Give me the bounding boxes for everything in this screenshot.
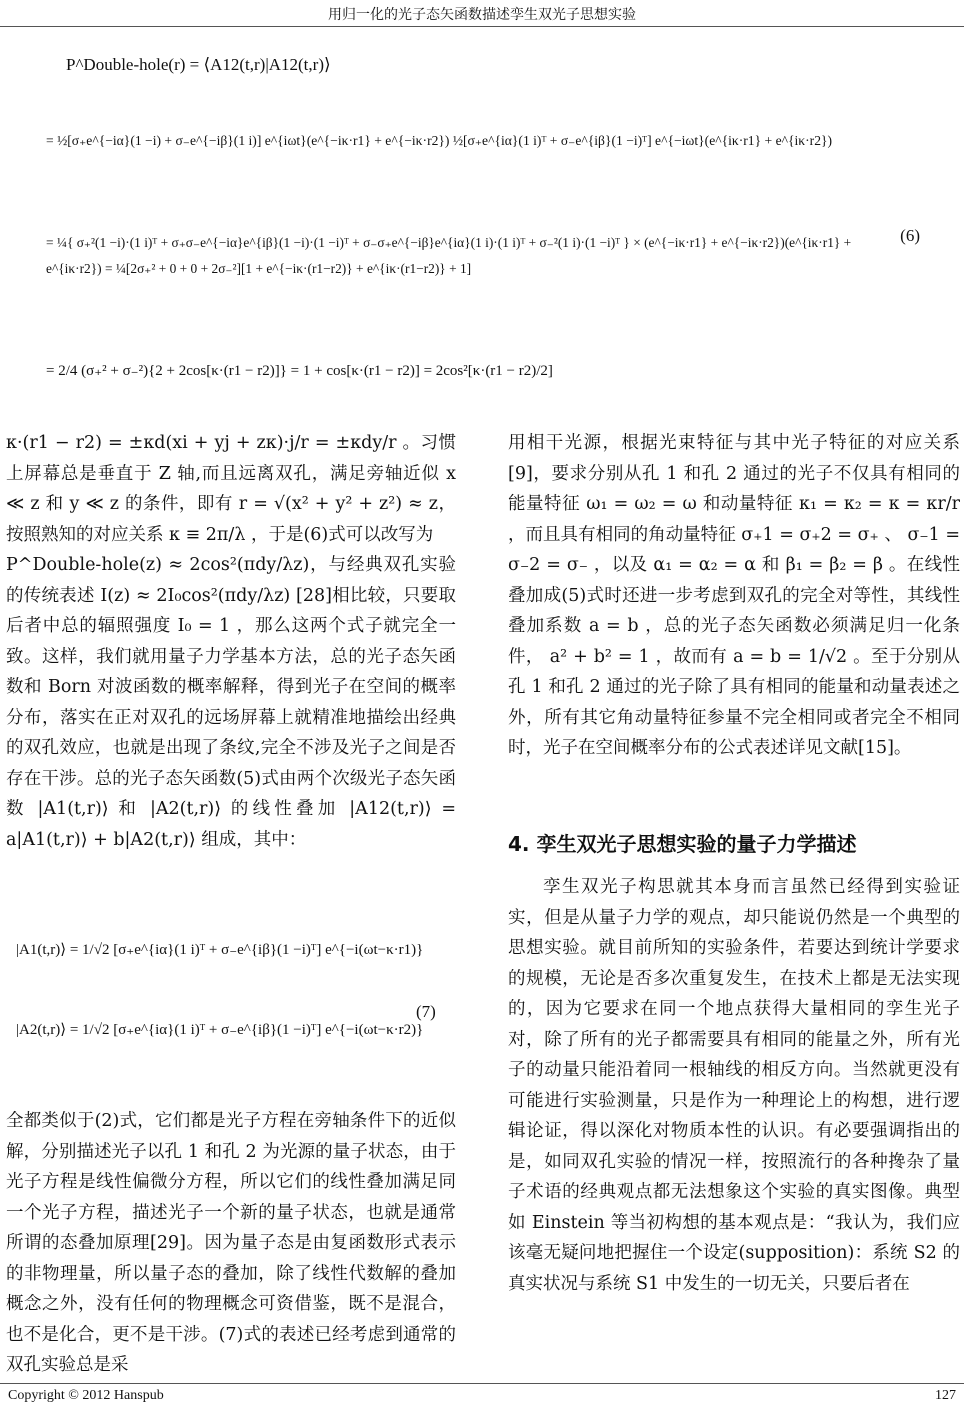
header-rule	[0, 26, 964, 27]
right-paragraph-2: 孪生双光子构思就其本身而言虽然已经得到实验证实，但是从量子力学的观点，却只能说仍然是一个典型的思想实验。就目前所知的实验条件，若要达到统计学要求的规模，无论是否多次重复发生，在技术上都是无法实现的，因为它要求在同一个地点获得大量相同的孪生光子对，除了所有的光子都需要具有相同的能量之外，所有光子的动量只能沿着同一根轴线的相反方向。当然就更没有可能进行实验测量，只是作为一种理论上的构想，进行逻辑论证，得以深化对物质本性的认识。有必要强调指出的是，如同双孔实验的情况一样，按照流行的各种搀杂了量子术语的经典观点都无法想象这个实验的真实图像。典型如 Einstein 等当初构想的基本观点是：“我认为，我们应该毫无疑问地把握住一个设定(supposition)：系统 S2 的真实状况与系统 S1 中发生的一切无关，只要后者在	[508, 877, 960, 1294]
eq6-line-1: P^Double-hole(r) = ⟨A12(t,r)|A12(t,r)⟩	[66, 55, 331, 74]
section-title: 4. 孪生双光子思想实验的量子力学描述	[508, 832, 857, 856]
footer-rule	[0, 1383, 964, 1384]
left-paragraph-3: 全都类似于(2)式，它们都是光子方程在旁轴条件下的近似解，分别描述光子以孔 1 和孔 2 为光源的量子状态，由于光子方程是线性偏微分方程，所以它们的线性叠加满足同一个光子方程，描述光子一个新的量子状态，也就是通常所谓的态叠加原理[29]。因为量子态是由复函数形式表示的非物理量，所以量子态的叠加，除了线性代数解的叠加概念之外，没有任何的物理概念可资借鉴，既不是混合，也不是化合，更不是干涉。(7)式的表述已经考虑到通常的双孔实验总是采	[6, 1111, 456, 1375]
footer-copyright: Copyright © 2012 Hanspub	[8, 1388, 164, 1403]
eq6-line-2: = ½[σ₊e^{−iα}(1 −i) + σ₋e^{−iβ}(1 i)] e^{iωt}(e^{−iκ·r1} + e^{−iκ·r2}) ½[σ₊e^{iα}(1 i)ᵀ + σ₋e^{iβ}(1 −i)ᵀ] e^{−iωt}(e^{iκ·r1} + e^{iκ·r2})	[46, 133, 833, 148]
left-paragraph-1: κ·(r1 − r2) = ±κd(xi + yj + zκ)·j/r = ±κdy/r 。习惯上屏幕总是垂直于 Z 轴,而且远离双孔，满足旁轴近似 x ≪ z 和 y ≪ z 的条件，即有 r = √(x² + y² + z²) ≈ z，按照熟知的对应关系 κ ≡ 2π/λ ，于是(6)式可以改写为	[6, 433, 456, 545]
right-paragraph-1: 用相干光源，根据光束特征与其中光子特征的对应关系[9]，要求分别从孔 1 和孔 2 通过的光子不仅具有相同的能量特征 ω₁ = ω₂ = ω 和动量特征 κ₁ = κ₂ = κ = κr/r ，而且具有相同的角动量特征 σ₊1 = σ₊2 = σ₊ 、 σ₋1 = σ₋2 = σ₋ ，以及 α₁ = α₂ = α 和 β₁ = β₂ = β 。在线性叠加成(5)式时还进一步考虑到双孔的完全对等性，其线性叠加系数 a = b ，总的光子态矢函数必须满足归一化条件， a² + b² = 1 ，故而有 a = b = 1/√2 。至于分别从孔 1 和孔 2 通过的光子除了具有相同的能量和动量表述之外，所有其它角动量特征参量不完全相同或者完全不相同时，光子在空间概率分布的公式表述详见文献[15]。	[508, 433, 960, 758]
eq6-line-4: = 2/4 (σ₊² + σ₋²){2 + 2cos[κ·(r1 − r2)]} = 1 + cos[κ·(r1 − r2)] = 2cos²[κ·(r1 − r2)/2]	[46, 363, 553, 379]
equation-7	[6, 930, 456, 1080]
right-column-bottom	[508, 872, 960, 1299]
left-paragraph-2: P^Double-hole(z) ≈ 2cos²(πdy/λz)，与经典双孔实验的传统表述 I(z) ≈ 2I₀cos²(πdy/λz) [28]相比较，只要取后者中总的辐照强度 I₀ = 1 ，那么这两个式子就完全一致。这样，我们就用量子力学基本方法，总的光子态矢函数和 Born 对波函数的概率解释，得到光子在空间的概率分布，落实在正对双孔的远场屏幕上就精准地描绘出经典的双孔效应，也就是出现了条纹,完全不涉及光子之间是否存在干涉。总的光子态矢函数(5)式由两个次级光子态矢函数 |A1(t,r)⟩ 和 |A2(t,r)⟩ 的线性叠加 |A12(t,r)⟩ = a|A1(t,r)⟩ + b|A2(t,r)⟩ 组成，其中：	[6, 555, 456, 850]
left-column-bottom	[6, 1106, 456, 1381]
eq7-line-2: |A2(t,r)⟩ = 1/√2 [σ₊e^{iα}(1 i)ᵀ + σ₋e^{iβ}(1 −i)ᵀ] e^{−i(ωt−κ·r2)}	[16, 1022, 424, 1038]
footer-page-number: 127	[935, 1388, 956, 1403]
equation-6	[40, 40, 920, 400]
right-column-top	[508, 428, 960, 764]
running-header: 用归一化的光子态矢函数描述孪生双光子思想实验	[328, 7, 636, 23]
equation-7-number: (7)	[416, 1002, 436, 1021]
eq6-line-3: = ¼{ σ₊²(1 −i)·(1 i)ᵀ + σ₊σ₋e^{−iα}e^{iβ}(1 −i)·(1 −i)ᵀ + σ₋σ₊e^{−iβ}e^{iα}(1 i)·(1 i)ᵀ + σ₋²(1 i)·(1 −i)ᵀ } × (e^{−iκ·r1} + e^{−iκ·r2})(e^{iκ·r1} + e^{iκ·r2}) = ¼[2σ₊² + 0 + 0 + 2σ₋²][1 + e^{−iκ·(r1−r2)} + e^{iκ·(r1−r2)} + 1]	[46, 235, 852, 276]
equation-6-number: (6)	[900, 226, 920, 245]
eq7-line-1: |A1(t,r)⟩ = 1/√2 [σ₊e^{iα}(1 i)ᵀ + σ₋e^{iβ}(1 −i)ᵀ] e^{−i(ωt−κ·r1)}	[16, 942, 424, 958]
left-column-top	[6, 428, 456, 855]
